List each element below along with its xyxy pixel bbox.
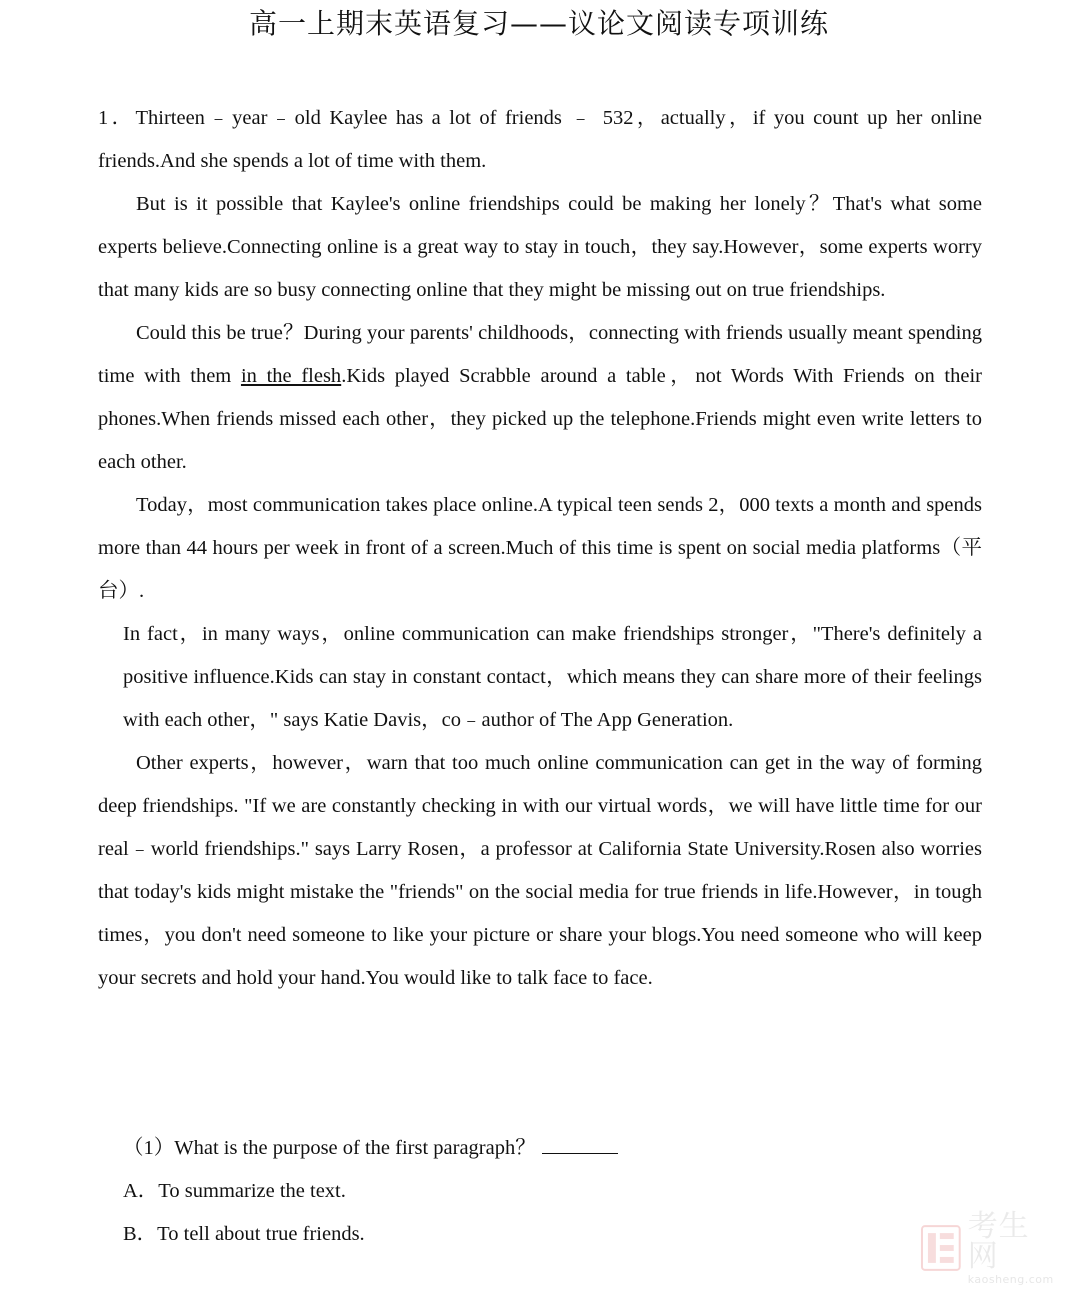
paragraph-6: Other experts，however，warn that too much online communication can get in the way of forming deep friendships. "If we are constantly checking in with our virtual words，we will have little time for our real﹣world friendships." says Larry Rosen，a professor at California State University.Rosen also worries that today's kids might mistake the "friends" on the social media for true friends in life.However，in tough times，you don't need someone to like your picture or share your blogs.You need someone who will keep your secrets and hold your hand.You would like to talk face to face. <box>98 752 982 989</box>
page-title: 高一上期末英语复习——议论文阅读专项训练 <box>248 7 829 40</box>
question-1 <box>98 1127 982 1256</box>
option-b[interactable]: B．To tell about true friends. <box>123 1223 365 1245</box>
question-stem-line <box>98 1127 982 1170</box>
paragraph-5: In fact，in many ways，online communication can make friendships stronger，"There's definitely a positive influence.Kids can stay in constant contact，which means they can share more of their feelings with each other，" says Katie Davis，co﹣author of The App Generation. <box>123 623 982 731</box>
underlined-phrase: in the flesh <box>240 365 342 387</box>
paragraph-3-after: .Kids played Scrabble around a table，not Words With Friends on their phones.When friends missed each other，they picked up the telephone.Friends might even write letters to each other. <box>98 365 983 473</box>
watermark-en: kaosheng.com <box>967 1272 1054 1286</box>
question-stem: （1）What is the purpose of the first paragraph？ <box>123 1137 536 1159</box>
paragraph-3-before: Could this be true？During your parents' childhoods，connecting with friends usually meant spending time with them <box>98 322 982 387</box>
paragraph-3 <box>98 312 982 484</box>
watermark-cn: 考生网 <box>967 1208 1030 1274</box>
option-a[interactable]: A．To summarize the text. <box>123 1180 346 1202</box>
kaosheng-logo-icon <box>920 1224 962 1272</box>
paragraph-1: 1．Thirteen﹣year﹣old Kaylee has a lot of friends ﹣ 532，actually，if you count up her online friends.And she spends a lot of time with them. <box>98 107 982 172</box>
answer-blank[interactable] <box>542 1135 618 1154</box>
watermark <box>920 1208 1060 1286</box>
passage <box>98 97 982 1000</box>
paragraph-2: But is it possible that Kaylee's online friendships could be making her lonely？That's what some experts believe.Connecting online is a great way to stay in touch，they say.However，some experts worry that many kids are so busy connecting online that they might be missing out on true friendships. <box>98 193 982 301</box>
paragraph-4: Today，most communication takes place online.A typical teen sends 2，000 texts a month and spends more than 44 hours per week in front of a screen.Much of this time is spent on social media platforms（平台）. <box>98 494 982 602</box>
